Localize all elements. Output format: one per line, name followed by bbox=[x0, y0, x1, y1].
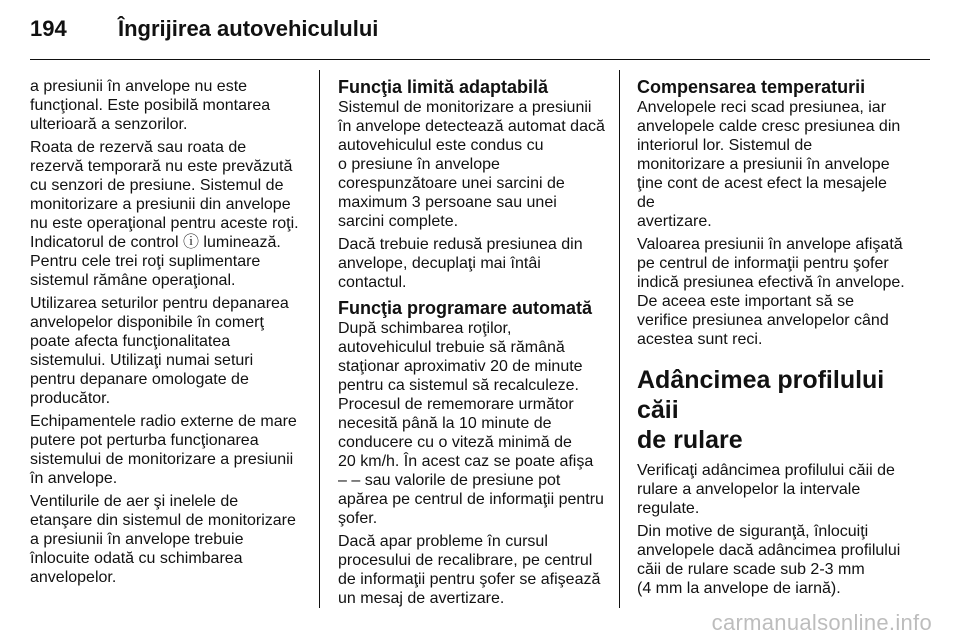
section-heading-tread-depth: Adâncimea profilului căii de rulare bbox=[637, 366, 885, 454]
col3-paragraph-1: Anvelopele reci scad presiunea, iar anvelopele calde cresc presiunea din interiorul lor. Sistemul de monitorizare a presiunii în anvelope ţine cont de acest efect la mesajele de avertizare. bbox=[637, 99, 901, 230]
col1-paragraph-4: Echipamentele radio externe de mare putere pot perturba funcţionarea sistemului de monitorizare a presiunii în anvelope. bbox=[30, 413, 297, 487]
column-2 bbox=[338, 77, 606, 612]
section-heading-temperature-compensation: Compensarea temperaturii bbox=[637, 77, 866, 97]
column-3 bbox=[637, 77, 907, 602]
page-number: 194 bbox=[30, 16, 67, 41]
page-header bbox=[30, 16, 930, 46]
col3-paragraph-3: Verificaţi adâncimea profilului căii de rulare a anvelopelor la intervale regulate. bbox=[637, 462, 895, 517]
watermark: carmanualsonline.info bbox=[711, 610, 932, 635]
chapter-title: Îngrijirea autovehiculului bbox=[118, 16, 379, 41]
column-divider-1 bbox=[319, 70, 320, 608]
column-1 bbox=[30, 77, 308, 591]
column-divider-2 bbox=[619, 70, 620, 608]
col3-paragraph-2: Valoarea presiunii în anvelope afişată pe centrul de informaţii pentru şofer indică presiunea efectivă în anvelope. De aceea este important să se verifice presiunea anvelopelor când acestea sunt reci. bbox=[637, 236, 905, 348]
col1-paragraph-5: Ventilurile de aer şi inelele de etanşare din sistemul de monitorizare a presiunii în anvelope trebuie înlocuite odată cu schimbarea anvelopelor. bbox=[30, 493, 296, 586]
header-rule bbox=[30, 59, 930, 60]
col2-paragraph-2: Dacă trebuie redusă presiunea din anvelope, decuplaţi mai întâi contactul. bbox=[338, 236, 583, 291]
col1-paragraph-1: a presiunii în anvelope nu este funcţional. Este posibilă montarea ulterioară a senzorilor. bbox=[30, 78, 271, 133]
col3-paragraph-4: Din motive de siguranţă, înlocuiţi anvelopele dacă adâncimea profilului căii de rulare scade sub 2-3 mm (4 mm la anvelope de iarnă). bbox=[637, 523, 901, 597]
section-heading-adaptive-limit: Funcţia limită adaptabilă bbox=[338, 77, 549, 97]
col2-paragraph-4: Dacă apar probleme în cursul procesului de recalibrare, pe centrul de informaţii pentru şofer se afişează un mesaj de avertizare. bbox=[338, 533, 601, 607]
col2-paragraph-1: Sistemul de monitorizare a presiunii în anvelope detectează automat dacă autovehiculul este condus cu o presiune în anvelope corespunzătoare unei sarcini de maximum 3 persoane sau unei sarcini complete. bbox=[338, 99, 605, 230]
col2-paragraph-3: După schimbarea roţilor, autovehiculul trebuie să rămână staţionar aproximativ 20 de minute pentru ca sistemul să recalculeze. Procesul de rememorare următor necesită până la 10 minute de conducere cu o viteză minimă de 20 km/h. În acest caz se poate afişa – – sau valorile de presiune pot apărea pe centrul de informaţii pentru şofer. bbox=[338, 320, 604, 527]
section-heading-auto-programming: Funcţia programare automată bbox=[338, 298, 593, 318]
col1-paragraph-3: Utilizarea seturilor pentru depanarea anvelopelor disponibile în comerţ poate afecta funcţionalitatea sistemului. Utilizaţi numai seturi pentru depanare omologate de producător. bbox=[30, 295, 289, 407]
col1-paragraph-2: Roata de rezervă sau roata de rezervă temporară nu este prevăzută cu senzori de presiune. Sistemul de monitorizare a presiunii din anvelope nu este operaţional pentru aceste roţi. Indicatorul de control ⓘ luminează. Pentru cele trei roţi suplimentare sistemul rămâne operaţional. bbox=[30, 139, 299, 289]
